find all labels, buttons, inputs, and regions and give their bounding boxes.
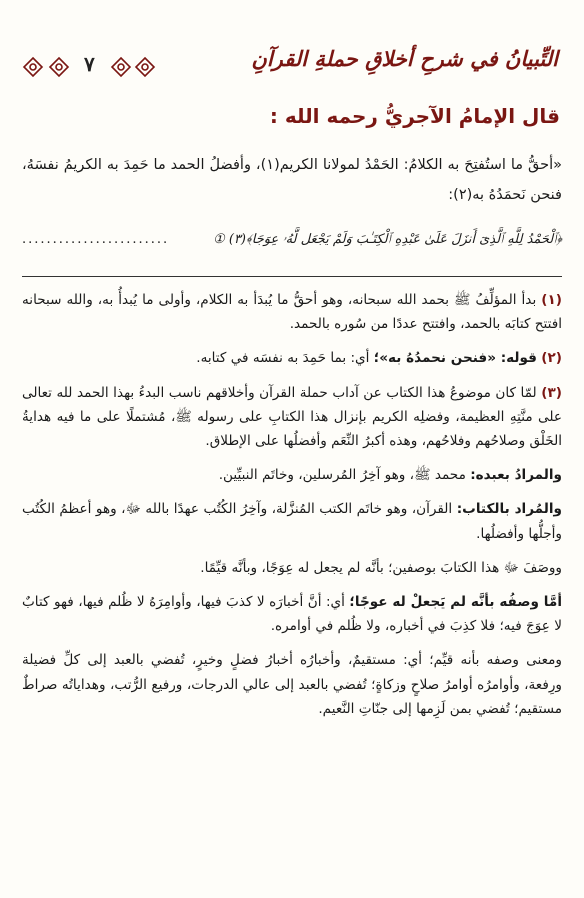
footnote-paragraph [22,463,562,487]
paragraph-text: ووصَفَ ﷻ هذا الكتابَ بوصفين؛ بأنَّه لم يجعل له عِوَجًا، وبأنَّه قيِّمًا. [200,559,562,576]
section-title: قال الإمامُ الآجريُّ رحمه الله : [269,104,560,128]
ornament-icon [48,56,70,78]
running-title: التِّبيانُ في شرحِ أخلاقِ حملةِ القرآنِ [251,46,558,71]
footnote-text: بدأ المؤلِّفُ ﷺ بحمد الله سبحانه، وهو أحقُّ ما يُبدَأ به الكلام، وأولى ما يُبدأُ به، والله سبحانه افتتح كتابَه بالحمد، وافتتح عددًا من سُوره بالحمد. [22,292,562,333]
paragraph-text: ومعنى وصفه بأنه قيِّم؛ أي: مستقيمٌ، وأخبارُه أخبارُ فضلٍ وخيرٍ، تُفضي بالعبد إلى كلِّ فضيلة ورِفعة، وأوامرُه أوامرُ صلاحٍ وزكاةٍ؛ تُفضي بالعبد إلى عالي الدرجات، ورفيع الرُّتب، وهداياتُه صراطٌ مستقيم؛ تُفضي بمن لَزِمها إلى جنّاتِ النَّعيم. [22,652,562,717]
main-paragraph: «أحقُّ ما استُفتِحَ به الكلامُ: الحَمْدُ لمولانا الكريم(١)، وأفضلُ الحمد ما حَمِدَ به الكريمُ نفسَهُ، فنحن نَحمَدُهُ به(٢): [22,157,562,203]
footnote-number: (١) [541,292,562,308]
page-header [22,40,562,92]
footnote-label: قوله: «فنحن نحمدُهُ به»؛ [373,350,537,367]
footnote-paragraph [22,648,562,721]
footnote-paragraph [22,497,562,545]
footnotes [22,288,562,731]
book-page [22,0,562,898]
page-number: ٧ [84,52,95,76]
paragraph-text: القرآن، وهو خاتَم الكتب المُنزَّلة، وآخِرُ الكُتُب عهدًا بالله ﷻ، وهو أعظمُ الكُتُب وأجلُّها وأفضلُها. [22,501,562,542]
ornament-icon [134,56,156,78]
continuation-dots: ........................ [22,232,170,247]
quran-verse-line [22,232,562,247]
ornament-icon [110,56,132,78]
footnote-paragraph [22,590,562,638]
footnote-paragraph [22,556,562,580]
quran-verse: ﴿ٱلْحَمْدُ لِلَّهِ ٱلَّذِىٓ أَنزَلَ عَلَىٰ عَبْدِهِ ٱلْكِتَـٰبَ وَلَمْ يَجْعَل لَّهُۥ عِوَجَا﴾(٣) ① [213,232,562,247]
footnote [22,381,562,454]
ornament-icon [22,56,44,78]
paragraph-label: والمرادُ بعبده: [470,467,562,484]
paragraph-label: أمَّا وصفُه بأنَّه لم يَجعلْ له عوجًا؛ [349,594,562,611]
footnote-number: (٣) [541,384,562,401]
footnote [22,346,562,370]
footnote [22,288,562,336]
paragraph-text: أي: أنَّ أخبارَه لا كذبَ فيها، وأوامِرَهُ لا ظُلم فيها، فهو كتابٌ لا عِوَجَ فيه؛ فلا كذِبَ في أخباره، ولا ظُلم في أوامره. [22,594,562,635]
main-text [22,150,562,210]
footnote-text: أي: بما حَمِدَ به نفسَه في كتابه. [196,350,370,367]
footnote-divider [22,276,562,277]
footnote-number: (٢) [541,350,562,367]
paragraph-label: والمُراد بالكتاب: [456,501,563,518]
footnote-text: لمّا كان موضوعُ هذا الكتاب عن آداب حملة القرآن وأخلاقهم ناسب البدءُ بهذا الحمد لله تعالى على منَّتِهِ العظيمة، وفضلِه الكريم بإنزال هذا الكتابِ على رسوله ﷺ، مُشتملًا على ما فيه هدايةُ الخَلْق وصلاحُهم وفلاحُهم، وهذه أكبرُ النِّعَم وأفضلُها على الإطلاق. [22,384,562,450]
paragraph-text: محمد ﷺ، وهو آخِرُ المُرسلين، وخاتَم النبيِّين. [218,467,466,484]
